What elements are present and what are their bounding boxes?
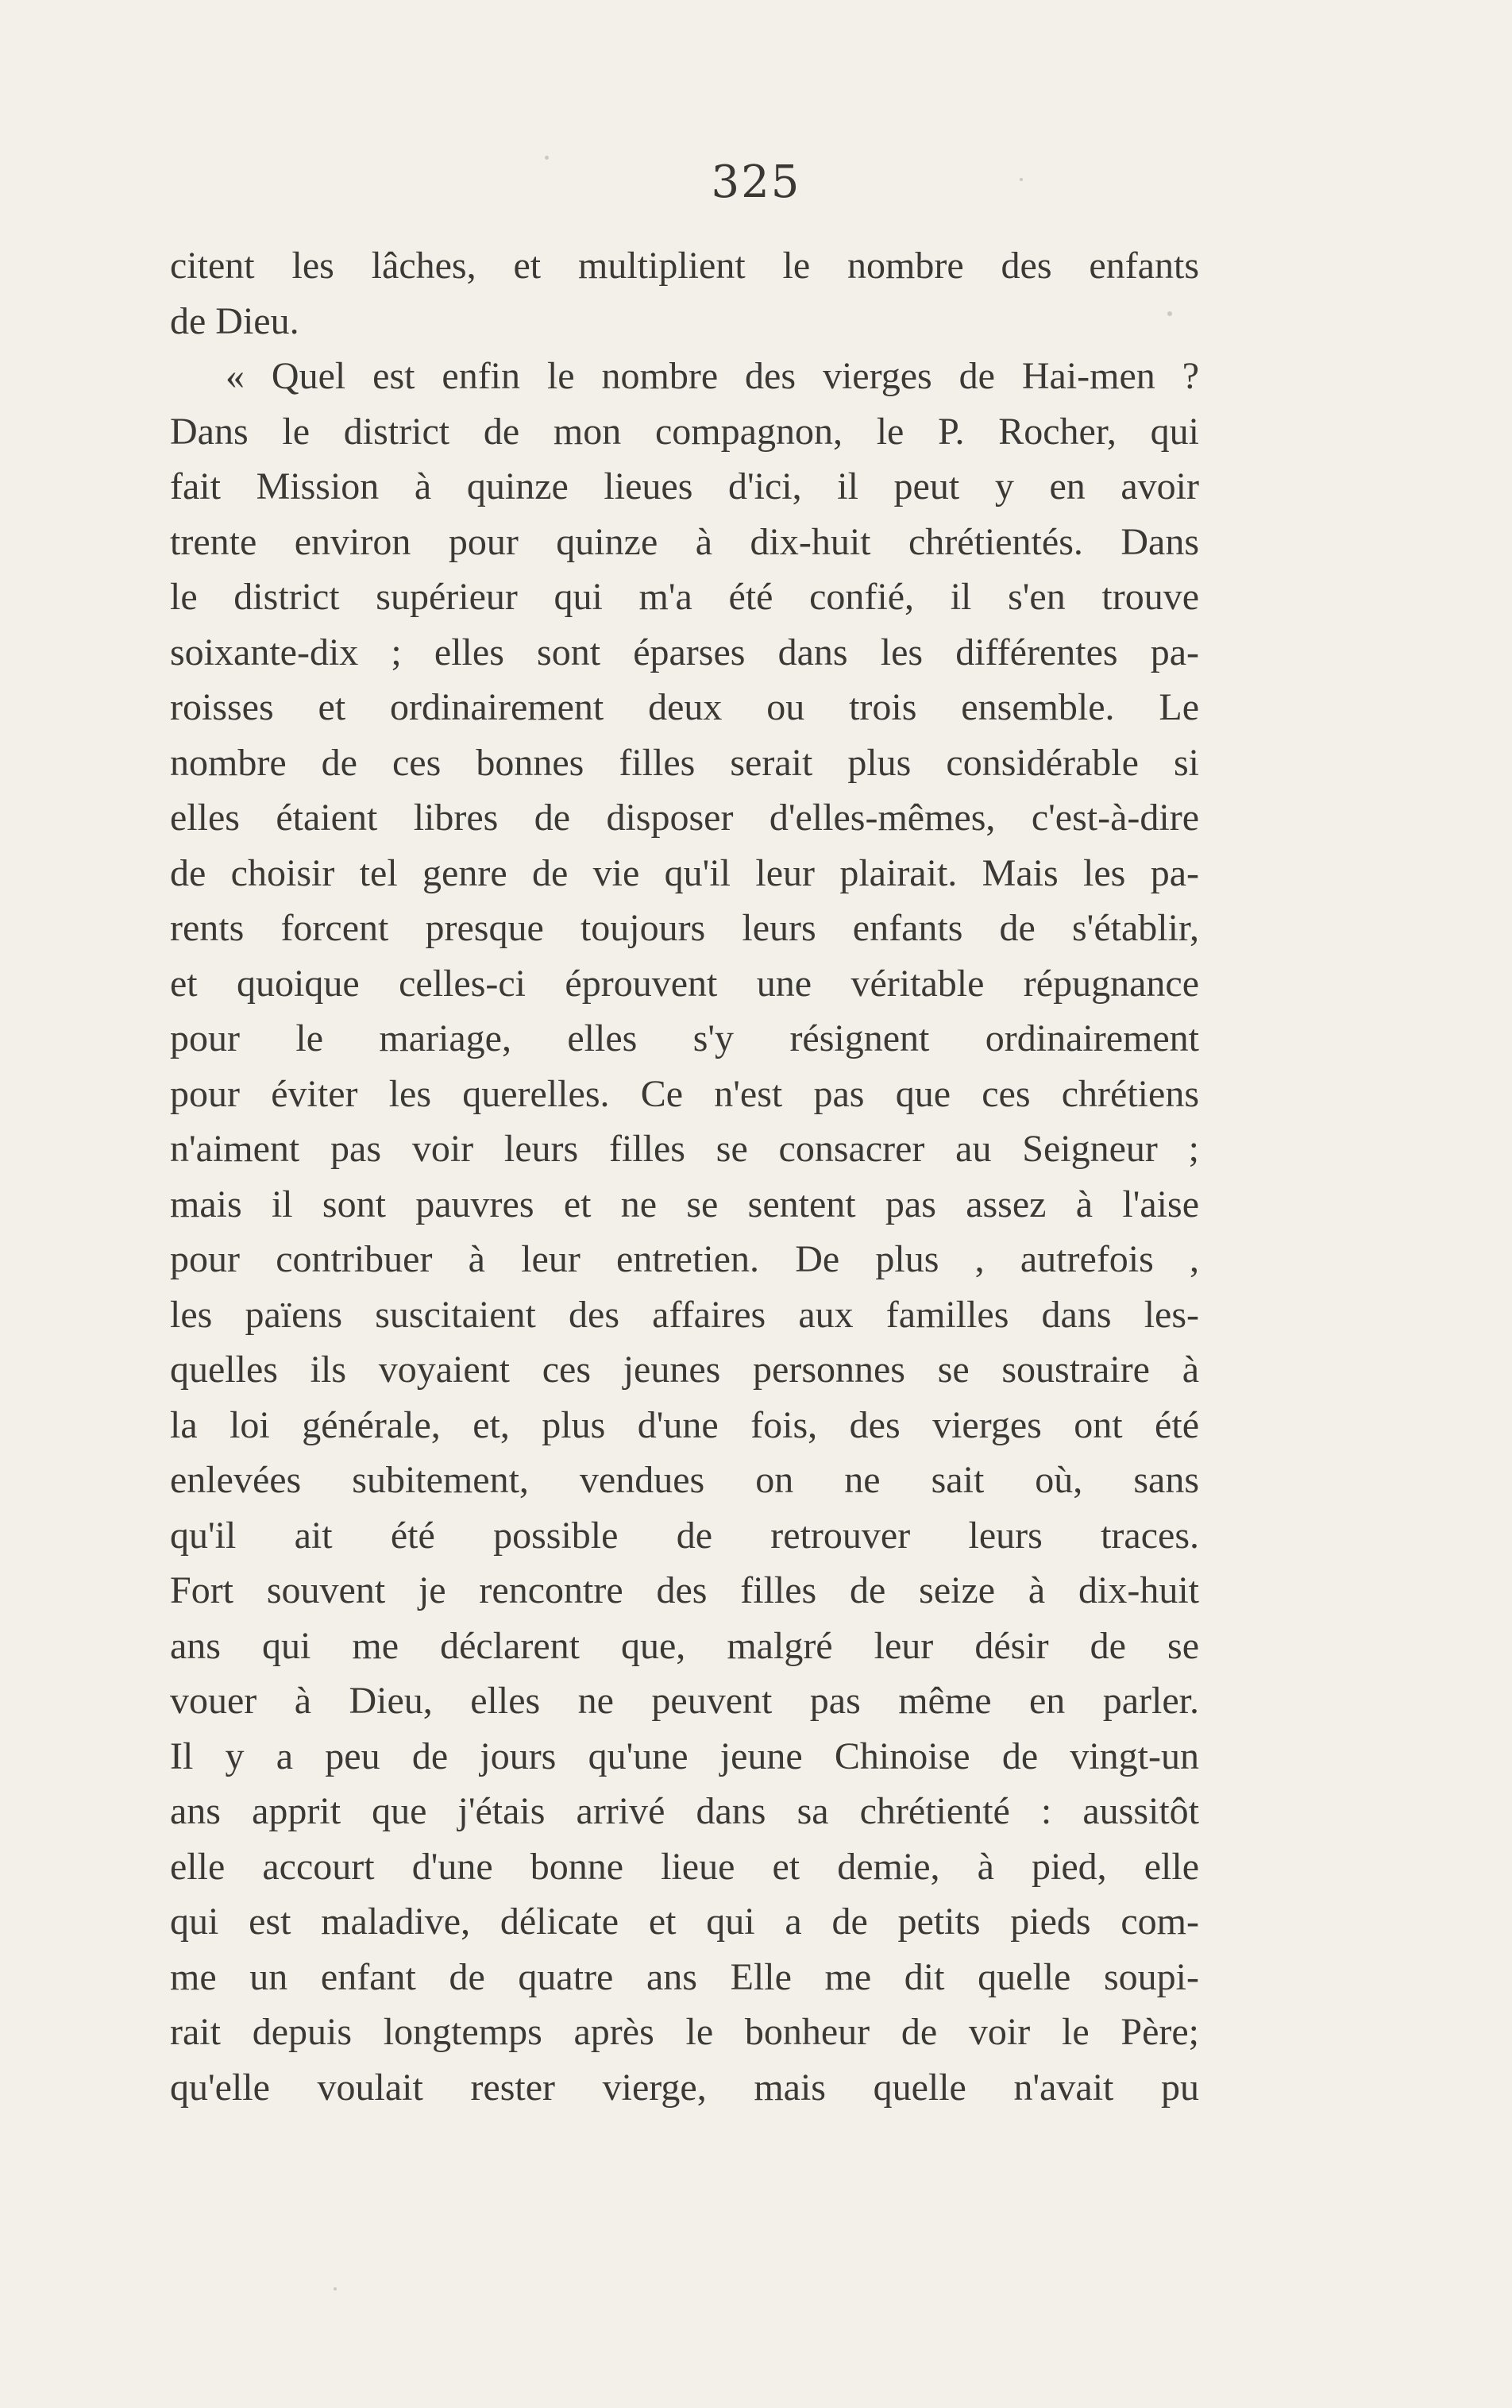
page-number: 325 [711,156,801,208]
paper-speck [334,2287,337,2290]
text-line: la loi générale, et, plus d'une fois, des vierges ont été [170,1403,1199,1446]
paper-speck [545,156,549,160]
text-line: qu'il ait été possible de retrouver leurs traces. [170,1514,1199,1557]
text-line: Il y a peu de jours qu'une jeune Chinoise de vingt-un [170,1735,1199,1777]
text-line: de choisir tel genre de vie qu'il leur plairait. Mais les pa- [170,851,1199,894]
text-line: les païens suscitaient des affaires aux familles dans les- [170,1293,1199,1336]
text-line: citent les lâches, et multiplient le nombre des enfants [170,245,1199,287]
text-line: Dans le district de mon compagnon, le P. Rocher, qui [170,410,1199,453]
text-line: quelles ils voyaient ces jeunes personnes se soustraire à [170,1349,1199,1391]
text-line: Fort souvent je rencontre des filles de seize à dix-huit [170,1569,1199,1611]
text-line: elles étaient libres de disposer d'elles-mêmes, c'est-à-dire [170,797,1199,839]
text-line: rait depuis longtemps après le bonheur de voir le Père; [170,2011,1199,2053]
text-line: elle accourt d'une bonne lieue et demie, à pied, elle [170,1845,1199,1888]
text-line: rents forcent presque toujours leurs enfants de s'établir, [170,907,1199,949]
text-line: ans qui me déclarent que, malgré leur désir de se [170,1624,1199,1667]
paper-speck [1020,178,1023,181]
text-line: ans apprit que j'étais arrivé dans sa chrétienté : aussitôt [170,1790,1199,1832]
text-line: vouer à Dieu, elles ne peuvent pas même en parler. [170,1680,1199,1722]
text-line: trente environ pour quinze à dix-huit chrétientés. Dans [170,520,1199,563]
text-line: qu'elle voulait rester vierge, mais quelle n'avait pu [170,2066,1199,2109]
text-line: me un enfant de quatre ans Elle me dit quelle soupi- [170,1955,1199,1998]
text-line: fait Mission à quinze lieues d'ici, il peut y en avoir [170,465,1199,507]
paper-speck [1167,311,1172,316]
text-line: et quoique celles-ci éprouvent une véritable répugnance [170,962,1199,1005]
text-line: « Quel est enfin le nombre des vierges de Hai-men ? [226,355,1199,397]
text-line: le district supérieur qui m'a été confié, il s'en trouve [170,576,1199,618]
text-line: n'aiment pas voir leurs filles se consacrer au Seigneur ; [170,1128,1199,1170]
text-line: soixante-dix ; elles sont éparses dans les différentes pa- [170,631,1199,673]
text-line: pour contribuer à leur entretien. De plus , autrefois , [170,1238,1199,1280]
text-line: enlevées subitement, vendues on ne sait où, sans [170,1459,1199,1501]
text-line: de Dieu. [170,299,299,342]
text-line: mais il sont pauvres et ne se sentent pas assez à l'aise [170,1183,1199,1225]
text-line: nombre de ces bonnes filles serait plus considérable si [170,741,1199,784]
body-text [170,238,1199,2115]
text-line: pour éviter les querelles. Ce n'est pas que ces chrétiens [170,1072,1199,1115]
text-line: qui est maladive, délicate et qui a de petits pieds com- [170,1901,1199,1943]
text-line: roisses et ordinairement deux ou trois ensemble. Le [170,686,1199,728]
text-line: pour le mariage, elles s'y résignent ordinairement [170,1017,1199,1059]
